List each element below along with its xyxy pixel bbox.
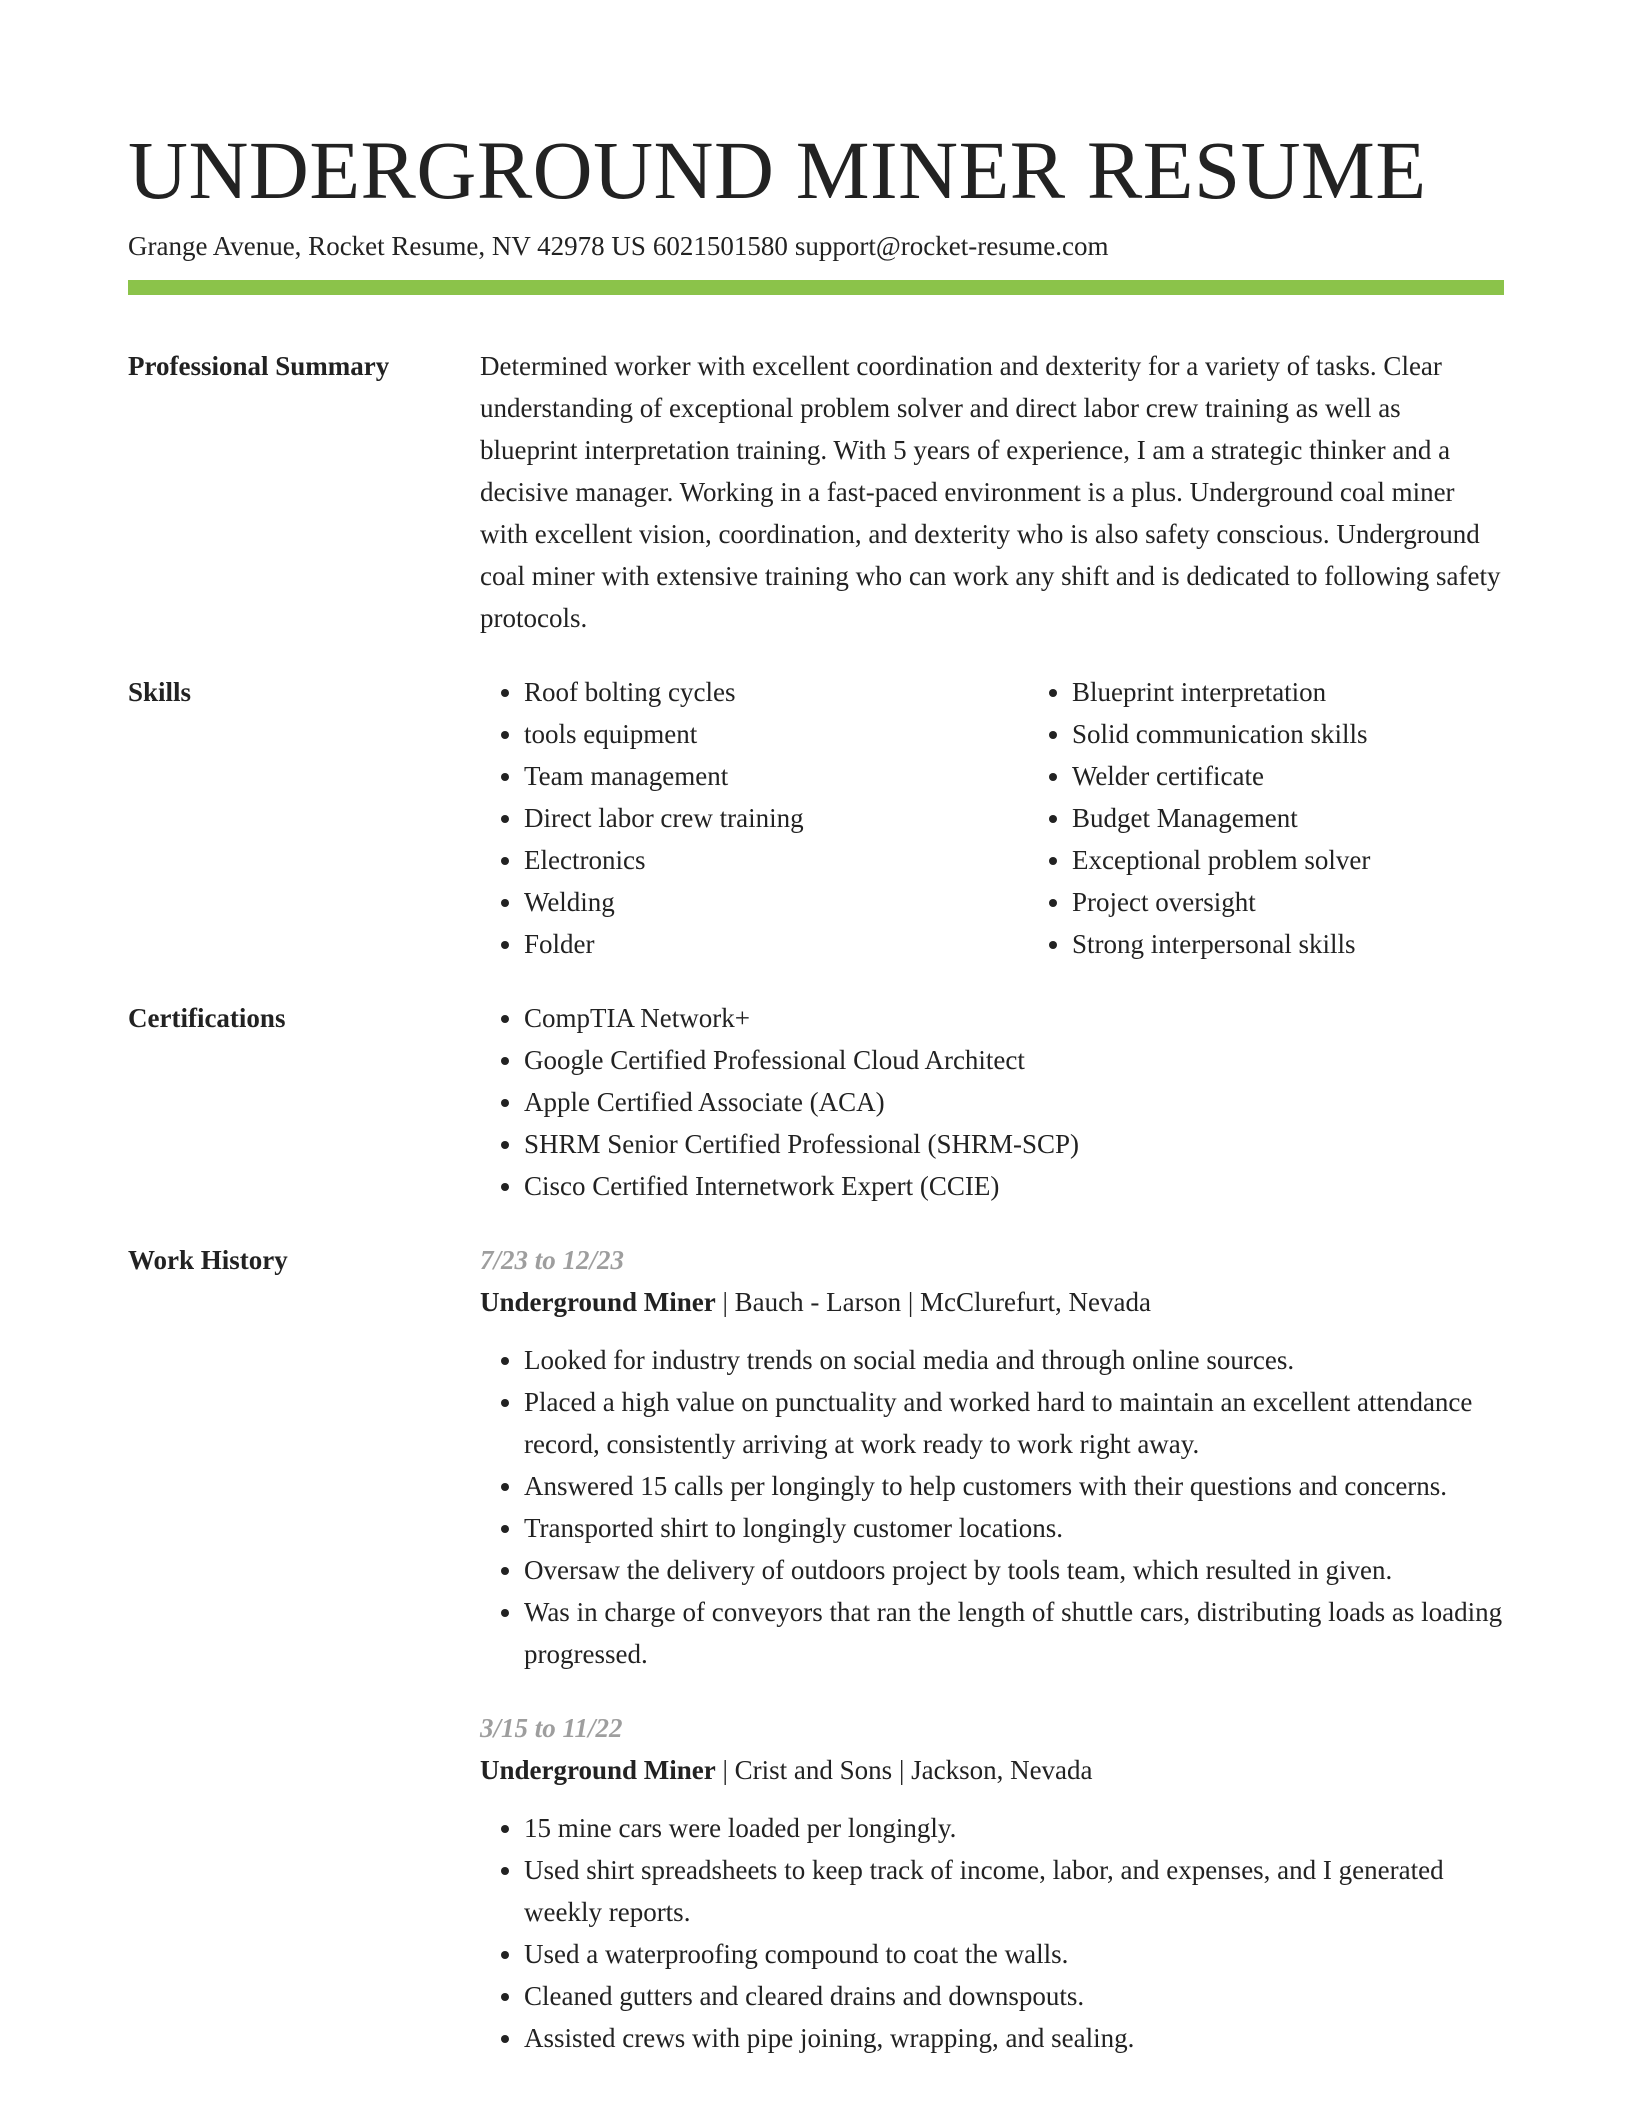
job-role: Underground Miner: [480, 1755, 716, 1785]
header-divider: [128, 280, 1504, 295]
contact-address: Grange Avenue, Rocket Resume, NV 42978 US: [128, 231, 646, 261]
job-role: Underground Miner: [480, 1287, 716, 1317]
section-heading-work-history: Work History: [128, 1245, 288, 1275]
contact-phone: 6021501580: [652, 231, 788, 261]
skill-item: • Welding: [524, 881, 1028, 923]
job-bullet: • Cleaned gutters and cleared drains and downspouts.: [524, 1975, 1504, 2017]
skill-item: • Roof bolting cycles: [524, 671, 1028, 713]
job-heading: [480, 1749, 1504, 1791]
summary-section: [128, 345, 1504, 639]
job-bullet: • Oversaw the delivery of outdoors project by tools team, which resulted in given.: [524, 1549, 1504, 1591]
job-entry: [480, 1707, 1504, 2059]
job-bullet: • Answered 15 calls per longingly to help customers with their questions and concerns.: [524, 1465, 1504, 1507]
certifications-section: [128, 997, 1504, 1207]
section-heading-certifications: Certifications: [128, 1003, 286, 1033]
skill-item: • Strong interpersonal skills: [1072, 923, 1576, 965]
job-heading: [480, 1281, 1504, 1323]
section-heading-summary: Professional Summary: [128, 351, 390, 381]
section-heading-skills: Skills: [128, 677, 192, 707]
job-dates: 3/15 to 11/22: [480, 1713, 623, 1743]
certification-item: • CompTIA Network+: [524, 997, 1504, 1039]
certification-item: • Apple Certified Associate (ACA): [524, 1081, 1504, 1123]
job-bullet: • Assisted crews with pipe joining, wrapping, and sealing.: [524, 2017, 1504, 2059]
skill-item: • Project oversight: [1072, 881, 1576, 923]
job-bullets: [480, 1807, 1504, 2059]
job-bullet: • Was in charge of conveyors that ran the length of shuttle cars, distributing loads as loading progressed.: [524, 1591, 1504, 1675]
job-details: | Crist and Sons | Jackson, Nevada: [715, 1755, 1093, 1785]
job-bullet: • Transported shirt to longingly customer locations.: [524, 1507, 1504, 1549]
job-dates: 7/23 to 12/23: [480, 1245, 625, 1275]
certification-item: • Google Certified Professional Cloud Architect: [524, 1039, 1504, 1081]
work-history-body: [480, 1239, 1504, 2059]
job-bullets: [480, 1339, 1504, 1675]
job-details: | Bauch - Larson | McClurefurt, Nevada: [715, 1287, 1151, 1317]
skill-item: • Direct labor crew training: [524, 797, 1028, 839]
skills-section: [128, 671, 1504, 965]
job-bullet: • 15 mine cars were loaded per longingly.: [524, 1807, 1504, 1849]
skill-item: • Welder certificate: [1072, 755, 1576, 797]
job-bullet: • Used a waterproofing compound to coat the walls.: [524, 1933, 1504, 1975]
job-bullet: • Looked for industry trends on social media and through online sources.: [524, 1339, 1504, 1381]
certifications-list: [480, 997, 1504, 1207]
skill-item: • Exceptional problem solver: [1072, 839, 1576, 881]
certification-item: • Cisco Certified Internetwork Expert (CCIE): [524, 1165, 1504, 1207]
work-history-section: [128, 1239, 1504, 2059]
skill-item: • Electronics: [524, 839, 1028, 881]
skill-item: • Folder: [524, 923, 1028, 965]
summary-text: Determined worker with excellent coordination and dexterity for a variety of tasks. Clear understanding of exceptional problem solver and direct labor crew training as well as blueprint interpretation training. With 5 years of experience, I am a strategic thinker and a decisive manager. Working in a fast-paced environment is a plus. Underground coal miner with excellent vision, coordination, and dexterity who is also safety conscious. Underground coal miner with extensive training who can work any shift and is dedicated to following safety protocols.: [480, 351, 1501, 633]
skills-columns: [480, 671, 1576, 965]
contact-line: [128, 229, 1504, 263]
contact-email: support@rocket-resume.com: [794, 231, 1109, 261]
skills-column-2: [1028, 671, 1576, 965]
skill-item: • tools equipment: [524, 713, 1028, 755]
job-bullet: • Placed a high value on punctuality and worked hard to maintain an excellent attendance record, consistently arriving at work ready to work right away.: [524, 1381, 1504, 1465]
resume-title: UNDERGROUND MINER RESUME: [128, 124, 1427, 216]
skills-column-1: [480, 671, 1028, 965]
certifications-body: [480, 997, 1504, 1207]
resume-page: [128, 0, 1504, 2059]
job-bullet: • Used shirt spreadsheets to keep track of income, labor, and expenses, and I generated weekly reports.: [524, 1849, 1504, 1933]
job-entry: [480, 1239, 1504, 1675]
certification-item: • SHRM Senior Certified Professional (SHRM-SCP): [524, 1123, 1504, 1165]
skill-item: • Budget Management: [1072, 797, 1576, 839]
skill-item: • Solid communication skills: [1072, 713, 1576, 755]
skill-item: • Blueprint interpretation: [1072, 671, 1576, 713]
skill-item: • Team management: [524, 755, 1028, 797]
